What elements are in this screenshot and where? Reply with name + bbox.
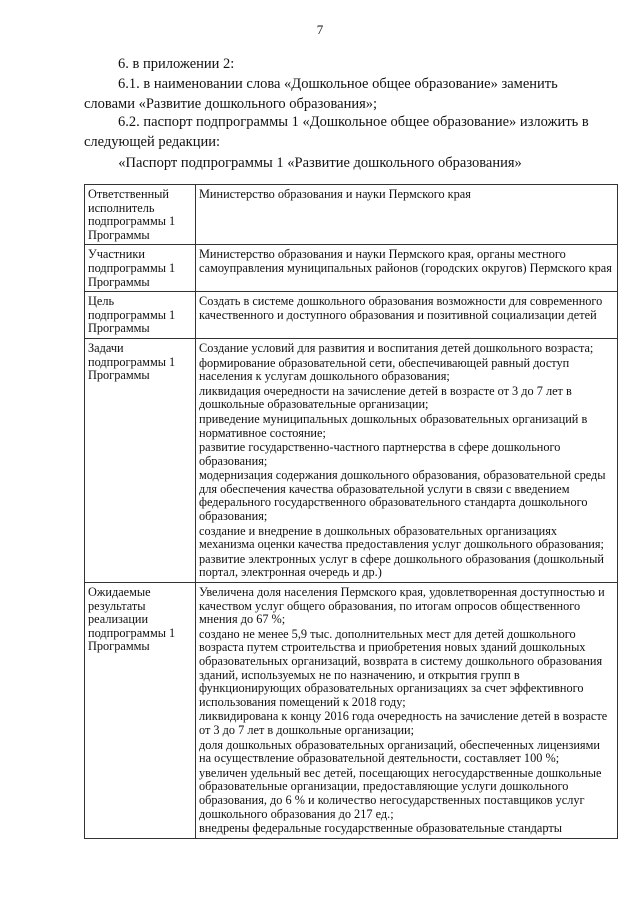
row-value-item: развитие электронных услуг в сфере дошкольного образования (дошкольный портал, электронная очередь и др.) bbox=[199, 551, 604, 580]
passport-table bbox=[84, 184, 618, 839]
table-row bbox=[85, 292, 618, 339]
table-row bbox=[85, 583, 618, 839]
paragraph-item-6-2-text: 6.2. паспорт подпрограммы 1 «Дошкольное общее образование» изложить в следующей редакции: bbox=[84, 114, 589, 150]
row-label: Ожидаемые результаты реализации подпрограммы 1 Программы bbox=[85, 583, 196, 839]
row-value-item: внедрены федеральные государственные образовательные стандарты bbox=[199, 821, 563, 836]
row-value-item: модернизация содержания дошкольного образования, образовательной среды для обеспечения качества образовательной услуги в связи с введением федерального государственного образовательного стандарта дошкольного образования; bbox=[199, 468, 606, 524]
row-value-item: создано не менее 5,9 тыс. дополнительных мест для детей дошкольного возраста путем строительства и приобретения новых зданий дошкольных образовательных организаций, возврата в систему дошкольного образования зданий, используемых не по назначению, и открытия групп в функционирующих образовательных организациях за счет эффективного использования помещений к 2018 году; bbox=[199, 626, 603, 709]
row-value bbox=[196, 185, 618, 245]
table-row bbox=[85, 185, 618, 245]
row-value-item: приведение муниципальных дошкольных образовательных организаций в нормативное состояние; bbox=[199, 411, 588, 440]
row-value-item: Создание условий для развития и воспитания детей дошкольного возраста; bbox=[199, 340, 594, 355]
row-label: Цель подпрограммы 1 Программы bbox=[85, 292, 196, 339]
paragraph-item-6-1 bbox=[84, 74, 604, 114]
table-row bbox=[85, 245, 618, 292]
row-value-item: Создать в системе дошкольного образования возможности для современного качественного и доступного образования и позитивной социализации детей bbox=[199, 294, 603, 322]
row-value-item: ликвидация очередности на зачисление детей в возрасте от 3 до 7 лет в дошкольные образовательные организации; bbox=[199, 383, 572, 412]
row-value-item: ликвидирована к концу 2016 года очередность на зачисление детей в возрасте от 3 до 7 лет в дошкольные организации; bbox=[199, 709, 608, 737]
row-value-item: увеличен удельный вес детей, посещающих негосударственные дошкольные образовательные организации, предоставляющие услуги дошкольного образования, до 6 % и количество негосударственных поставщиков услуг дошкольного образования до 217 ед.; bbox=[199, 765, 602, 821]
page-number: 7 bbox=[316, 22, 324, 37]
row-label: Участники подпрограммы 1 Программы bbox=[85, 245, 196, 292]
row-value bbox=[196, 245, 618, 292]
row-value-item: Министерство образования и науки Пермского края, органы местного самоуправления муниципальных районов (городских округов) Пермского края bbox=[199, 247, 612, 275]
paragraph-item-6-text: 6. в приложении 2: bbox=[118, 56, 235, 72]
row-value-item: развитие государственно-частного партнерства в сфере дошкольного образования; bbox=[199, 440, 561, 468]
row-label: Задачи подпрограммы 1 Программы bbox=[85, 338, 196, 582]
row-value bbox=[196, 583, 618, 839]
row-value-item: Увеличена доля населения Пермского края, удовлетворенная доступностью и качеством услуг общего образования, по итогам опросов общественного мнения до 67 %; bbox=[199, 585, 605, 627]
row-value bbox=[196, 292, 618, 339]
paragraph-item-6 bbox=[84, 54, 604, 74]
row-value-item: формирование образовательной сети, обеспечивающей равный доступ населения к услугам дошкольного образования; bbox=[199, 355, 570, 384]
paragraph-item-6-1-text: 6.1. в наименовании слова «Дошкольное общее образование» заменить словами «Развитие дошкольного образования»; bbox=[84, 76, 558, 112]
row-value bbox=[196, 338, 618, 582]
row-value-item: доля дошкольных образовательных организаций, обеспеченных лицензиями на осуществление образовательной деятельности, составляет 100 %; bbox=[199, 737, 600, 766]
paragraph-item-6-2 bbox=[84, 112, 604, 152]
passport-title: «Паспорт подпрограммы 1 «Развитие дошкольного образования» bbox=[118, 155, 522, 171]
row-value-item: Министерство образования и науки Пермского края bbox=[199, 187, 471, 201]
row-label: Ответственный исполнитель подпрограммы 1 Программы bbox=[85, 185, 196, 245]
table-row bbox=[85, 338, 618, 582]
row-value-item: создание и внедрение в дошкольных образовательных организациях механизма оценки качества предоставления услуг дошкольного образования; bbox=[199, 523, 604, 552]
